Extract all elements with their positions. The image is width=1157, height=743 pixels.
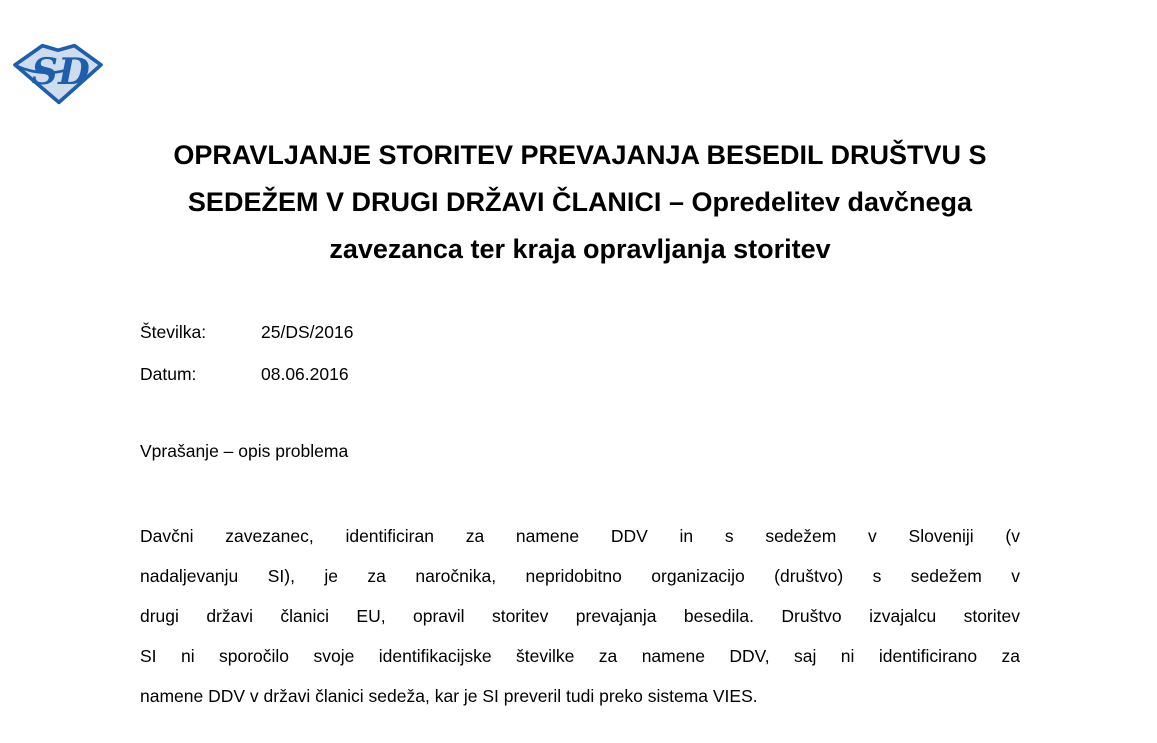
document-title-line-1: OPRAVLJANJE STORITEV PREVAJANJA BESEDIL DRUŠTVU S: [173, 140, 987, 170]
meta-row-date: [140, 353, 1020, 395]
document-title-line-2: SEDEŽEM V DRUGI DRŽAVI ČLANICI – Opredelitev davčnega: [187, 187, 973, 217]
meta-date-value: 08.06.2016: [261, 364, 349, 384]
sd-shield-logo-icon: [12, 42, 104, 106]
meta-date-label: Datum:: [140, 364, 197, 384]
sd-shield-logo: [12, 42, 104, 106]
section-heading: Vprašanje – opis problema: [140, 441, 349, 461]
body-line-2: nadaljevanju SI), je za naročnika, nepridobitno organizacijo (društvo) s sedežem v: [140, 566, 1020, 586]
logo-letters: SD: [31, 50, 90, 94]
body-line-4: SI ni sporočilo svoje identifikacijske številke za namene DDV, saj ni identificirano za: [140, 646, 1020, 666]
document-meta: [140, 311, 1020, 395]
document-title: [140, 132, 1020, 273]
body-line-5: namene DDV v državi članici sedeža, kar je SI preveril tudi preko sistema VIES.: [140, 686, 758, 706]
document-content: [140, 0, 1020, 716]
body-line-1: Davčni zavezanec, identificiran za namene DDV in s sedežem v Sloveniji (v: [140, 526, 1020, 546]
meta-number-value: 25/DS/2016: [261, 322, 354, 342]
meta-number-label: Številka:: [140, 322, 207, 342]
body-paragraph: [140, 516, 1020, 716]
document-title-line-3: zavezanca ter kraja opravljanja storitev: [329, 234, 831, 264]
body-line-3: drugi državi članici EU, opravil storitev prevajanja besedila. Društvo izvajalcu storitev: [140, 606, 1020, 626]
meta-row-number: [140, 311, 1020, 353]
